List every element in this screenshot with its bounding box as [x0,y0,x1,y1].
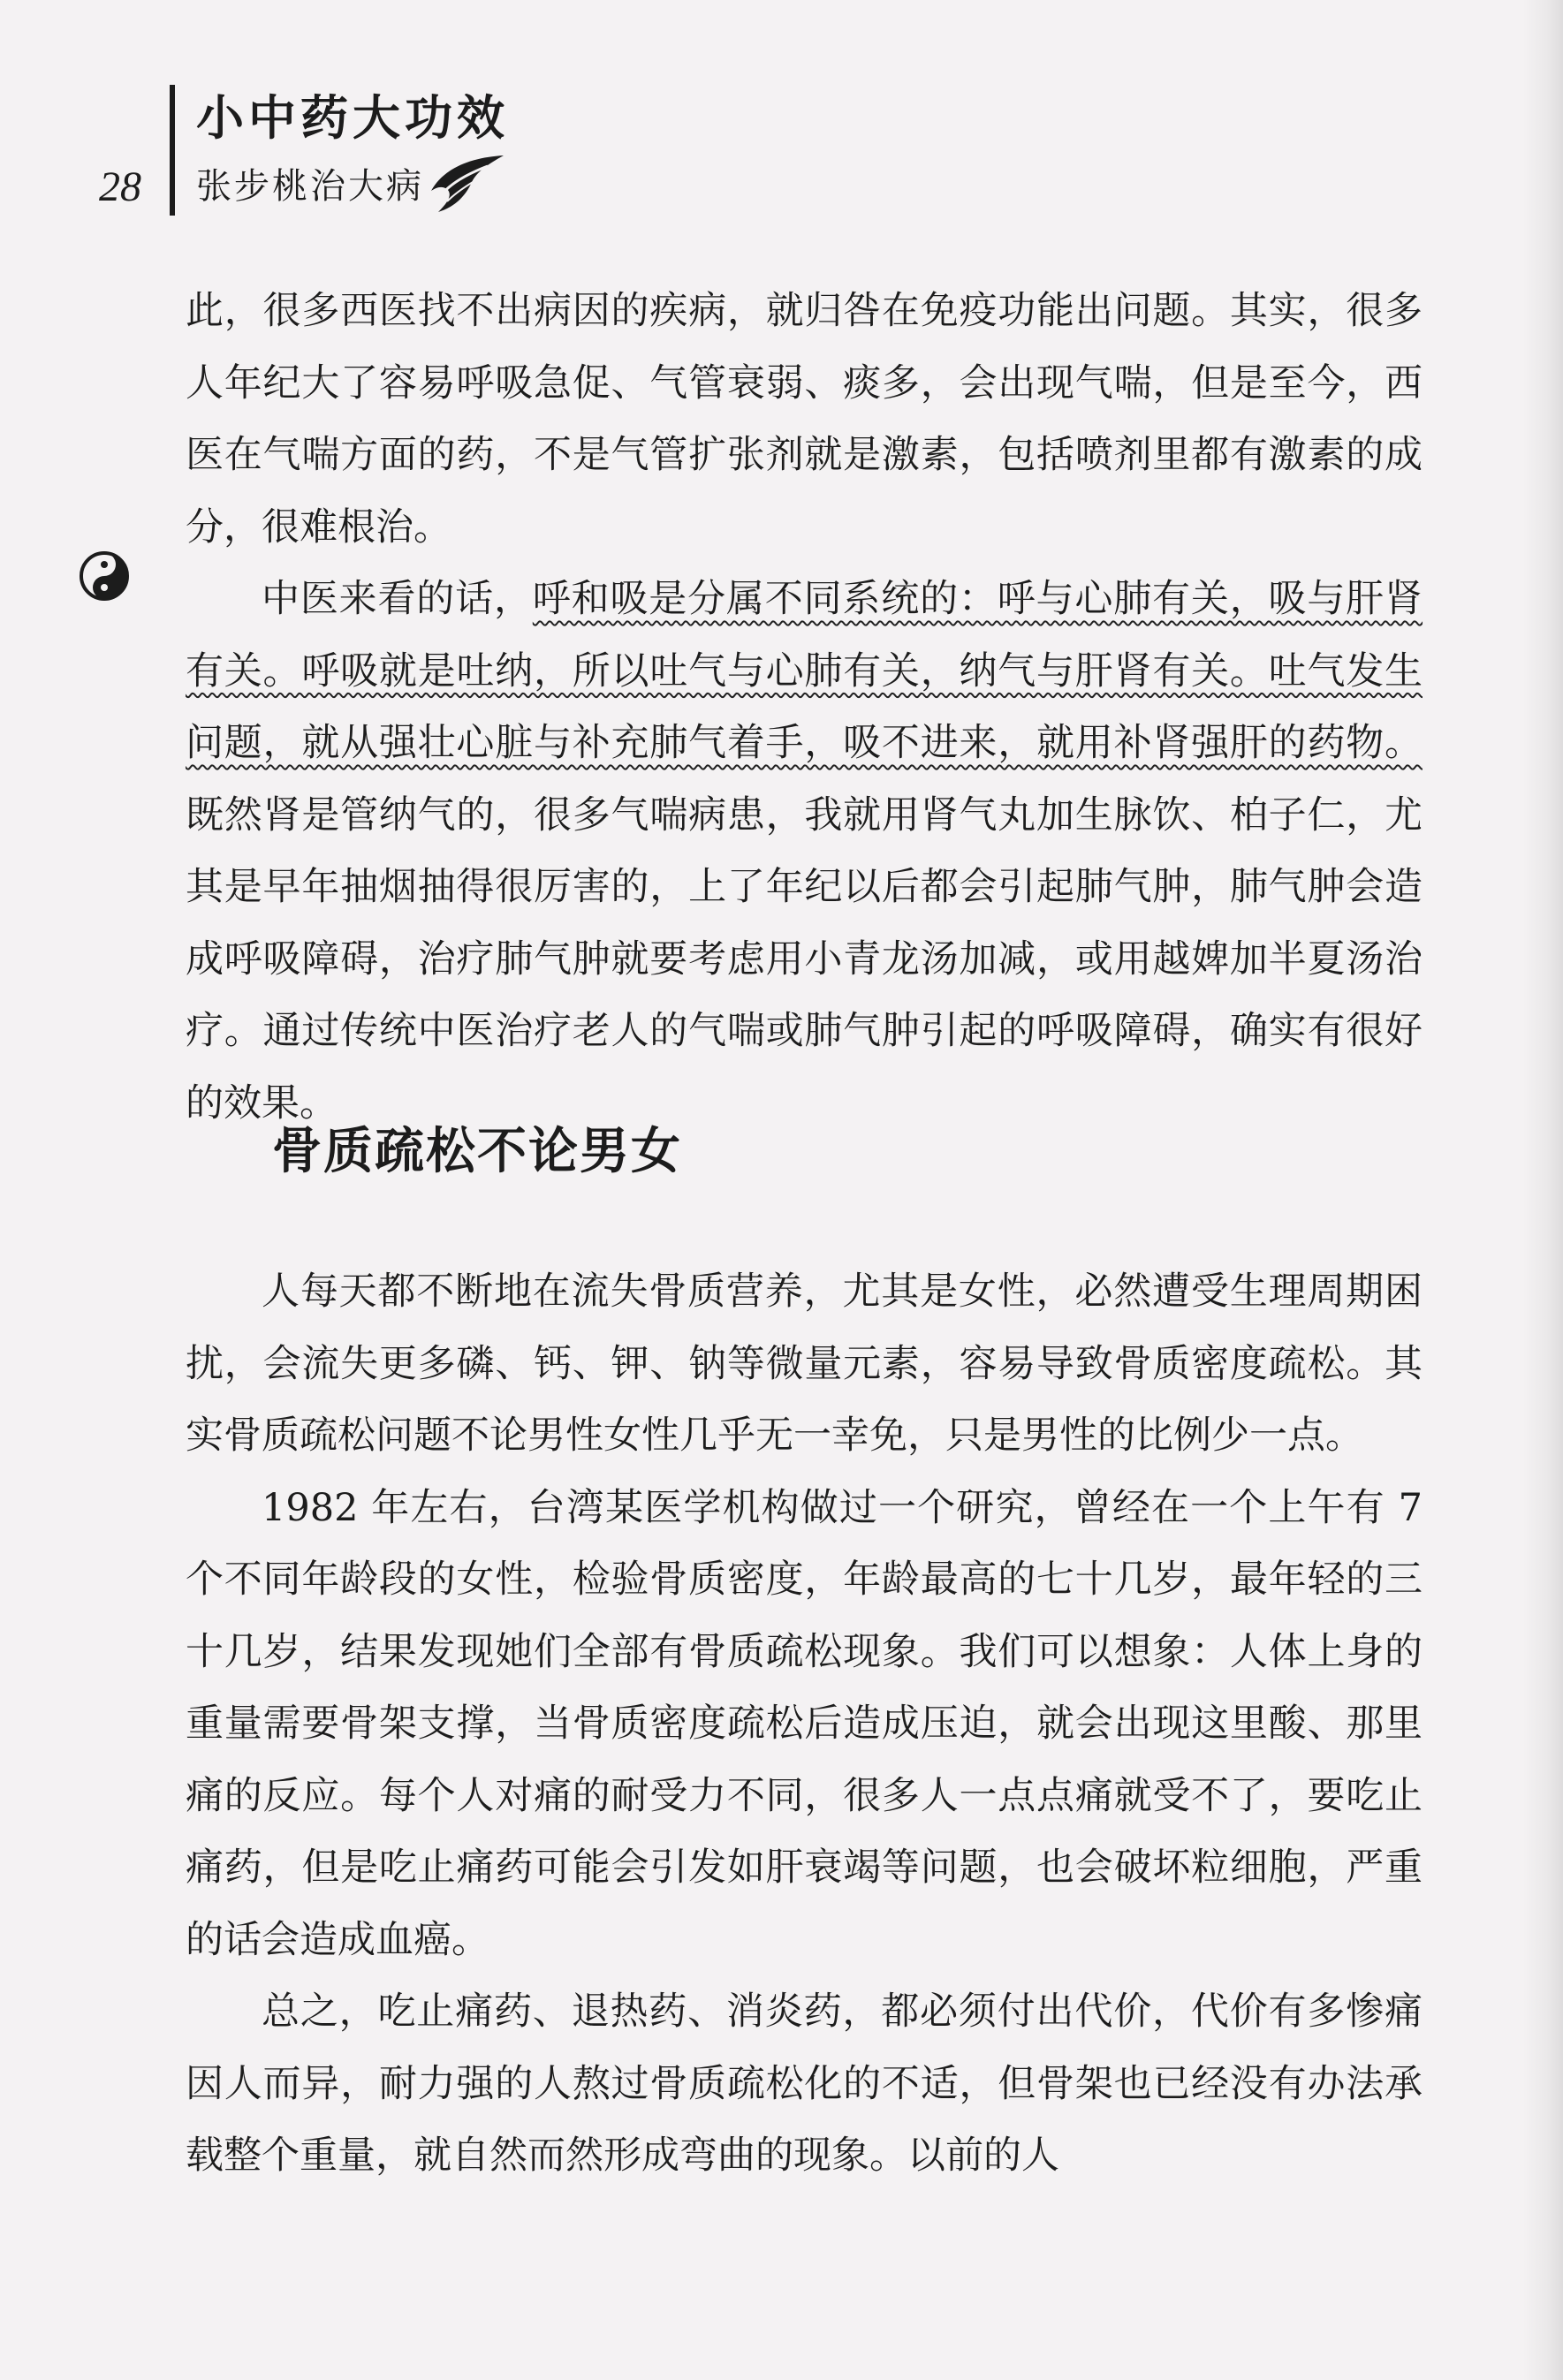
header-divider [170,85,175,216]
section-heading: 骨质疏松不论男女 [272,1123,682,1180]
yin-yang-icon [76,548,133,604]
paragraph [186,1976,1423,2193]
book-subtitle: 张步桃治大病 [196,166,424,207]
paragraph-text: 既然肾是管纳气的，很多气喘病患，我就用肾气丸加生脉饮、柏子仁，尤其是早年抽烟抽得很厉害的，上了年纪以后都会引起肺气肿，肺气肿会造成呼吸障碍，治疗肺气肿就要考虑用小青龙汤加减，或用越婢加半夏汤治疗。通过传统中医治疗老人的气喘或肺气肿引起的呼吸障碍，确实有很好的效果。 [186,792,1423,1126]
underlined-text: 呼和吸是分属不同系统的：呼与心肺有关，吸与肝肾有关。呼吸就是吐纳，所以吐气与心肺有关，纳气与肝肾有关。吐气发生问题，就从强壮心脏与补充肺气着手，吸不进来，就用补肾强肝的药物。 [186,577,1423,765]
paragraph-text: 此，很多西医找不出病因的疾病，就归咎在免疫功能出问题。其实，很多人年纪大了容易呼吸急促、气管衰弱、痰多，会出现气喘，但是至今，西医在气喘方面的药，不是气管扩张剂就是激素，包括喷剂里都有激素的成分，很难根治。 [186,289,1423,550]
paragraph [186,564,1423,1140]
section2-body [186,1256,1423,2193]
page-number: 28 [99,163,141,210]
paragraph [186,1256,1423,1473]
paragraph [186,276,1423,564]
paragraph [186,1473,1423,1977]
section1-body [186,276,1423,1140]
brush-stroke-icon [426,152,507,216]
book-title: 小中药大功效 [196,90,509,146]
paragraph-text: 总之，吃止痛药、退热药、消炎药，都必须付出代价，代价有多惨痛因人而异，耐力强的人熬过骨质疏松化的不适，但骨架也已经没有办法承载整个重量，就自然而然形成弯曲的现象。以前的人 [186,1990,1423,2178]
paragraph-text: 中医来看的话， [262,577,533,621]
paragraph-text: 人每天都不断地在流失骨质营养，尤其是女性，必然遭受生理周期困扰，会流失更多磷、钙、钾、钠等微量元素，容易导致骨质密度疏松。其实骨质疏松问题不论男性女性几乎无一幸免，只是男性的比例少一点。 [186,1270,1423,1458]
paragraph-text: 1982 年左右，台湾某医学机构做过一个研究，曾经在一个上午有 7 个不同年龄段的女性，检验骨质密度，年龄最高的七十几岁，最年轻的三十几岁，结果发现她们全部有骨质疏松现象。我们可以想象：人体上身的重量需要骨架支撑，当骨质密度疏松后造成压迫，就会出现这里酸、那里痛的反应。每个人对痛的耐受力不同，很多人一点点痛就受不了，要吃止痛药，但是吃止痛药可能会引发如肝衰竭等问题，也会破坏粒细胞，严重的话会造成血癌。 [186,1485,1423,1962]
page-edge-shadow [1522,0,1563,2380]
